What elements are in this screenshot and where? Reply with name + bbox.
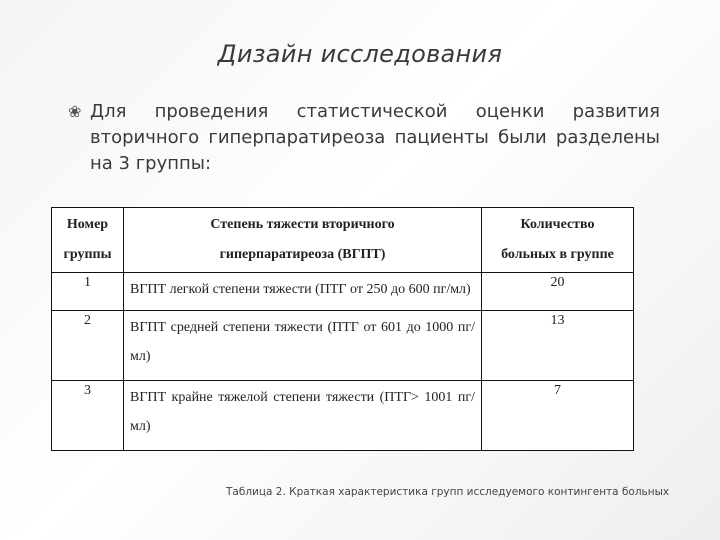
cell-description: ВГПТ средней степени тяжести (ПТГ от 601 до 1000 пг/мл) (124, 310, 482, 380)
header-group-number: Номер группы (52, 208, 124, 273)
header-patient-count: Количество больных в группе (482, 208, 634, 273)
cell-group: 2 (52, 310, 124, 380)
cell-group: 3 (52, 380, 124, 450)
cell-count: 7 (482, 380, 634, 450)
table-row (52, 273, 634, 311)
page-curl-bullet-icon: ❀ (68, 102, 82, 121)
table-row (52, 380, 634, 450)
bullet-paragraph (68, 99, 660, 177)
cell-count: 20 (482, 273, 634, 311)
header-severity: Степень тяжести вторичного гиперпаратиреоза (ВГПТ) (124, 208, 482, 273)
cell-count: 13 (482, 310, 634, 380)
groups-table (51, 207, 634, 451)
cell-description: ВГПТ крайне тяжелой степени тяжести (ПТГ> 1001 пг/мл) (124, 380, 482, 450)
table-caption: Таблица 2. Краткая характеристика групп исследуемого контингента больных (226, 486, 670, 498)
cell-group: 1 (52, 273, 124, 311)
bullet-text: Для проведения статистической оценки развития вторичного гиперпаратиреоза пациенты были разделены на 3 группы: (90, 101, 660, 174)
cell-description: ВГПТ легкой степени тяжести (ПТГ от 250 до 600 пг/мл) (124, 273, 482, 311)
table-header-row (52, 208, 634, 273)
table-row (52, 310, 634, 380)
slide-title: Дизайн исследования (217, 40, 503, 68)
